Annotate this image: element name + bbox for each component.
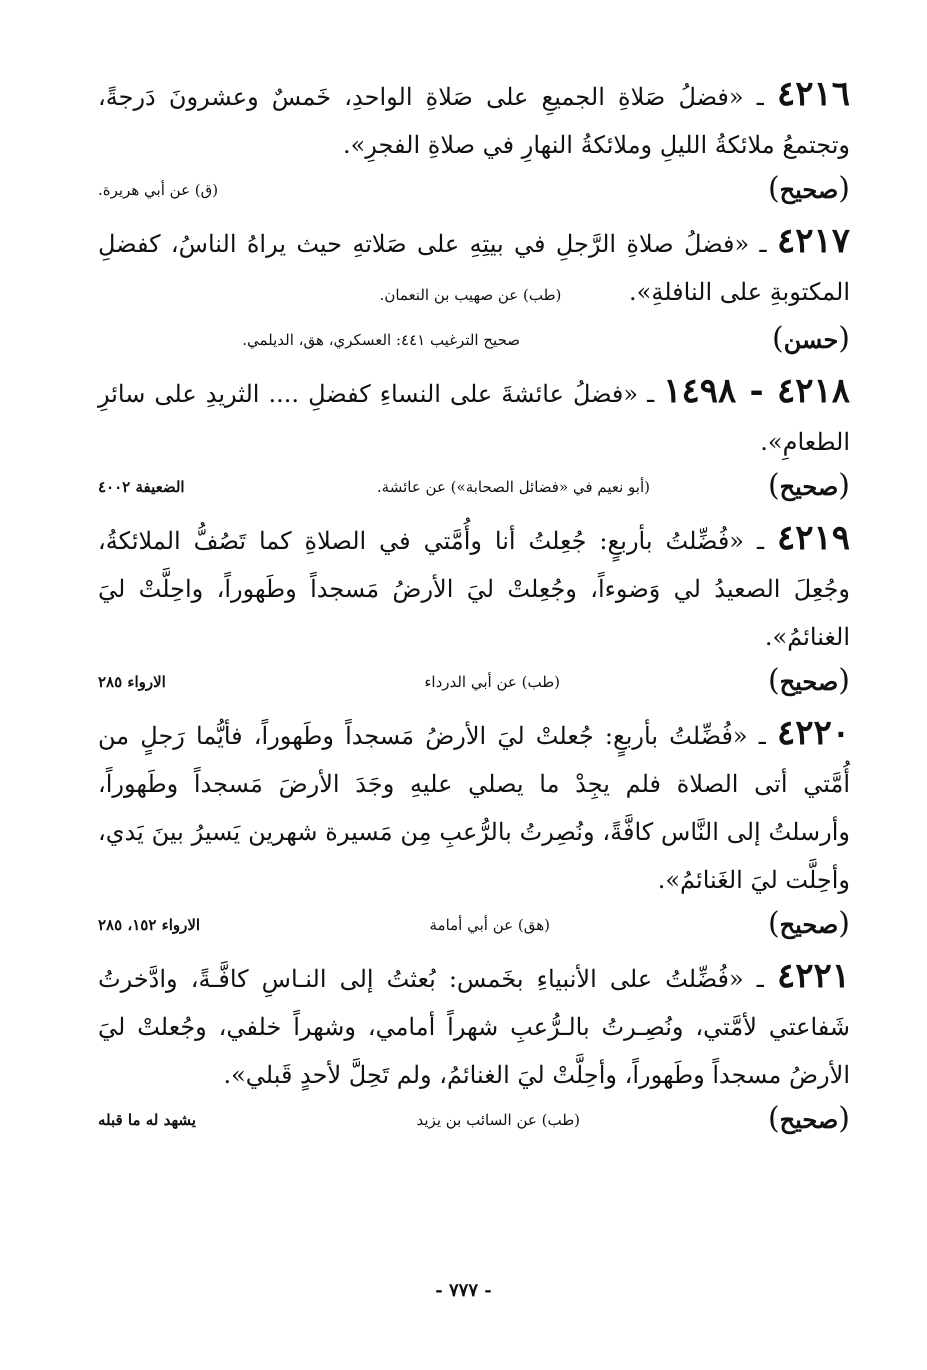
hadith-entry (98, 952, 850, 1147)
hadith-meta (98, 904, 850, 952)
page-body (98, 70, 850, 1147)
hadith-number: ٤٢١٧ (776, 221, 850, 261)
hadith-entry (98, 514, 850, 709)
hadith-text: «فضلُ صلاةِ الرَّجلِ في بيتِهِ على صَلاتهِ حيث يراهُ الناسُ، كفضلِ المكتوبةِ على النافلةِ». (98, 230, 850, 306)
source-citation: (طب) عن السائب بن يزيد (416, 1111, 580, 1129)
hadith-dash: ـ (747, 722, 766, 750)
hadith-entry (98, 217, 850, 367)
page-number: - ٧٧٧ - (435, 1280, 492, 1301)
grade-badge: (صحيح) (767, 1101, 850, 1136)
reference-note: الارواء ٢٨٥ (98, 673, 166, 691)
grade-label: صحيح (779, 667, 839, 696)
hadith-entry (98, 709, 850, 952)
reference-note: يشهد له ما قبله (98, 1111, 196, 1129)
source-citation: (طب) عن صهيب بن النعمان. (379, 286, 562, 304)
grade-label: صحيح (779, 1105, 839, 1134)
reference-note: الارواء ١٥٢، ٢٨٥ (98, 916, 201, 934)
hadith-number: ٤٢١٦ (776, 74, 850, 114)
hadith-number: ٤٢١٩ (776, 518, 850, 558)
hadith-text: «فُضِّلتُ بأربعٍ: جُعِلتُ أنا وأُمَّتي في الصلاةِ كما تَصُفُّ الملائكةُ، وجُعِلَ الصعيدُ لي وَضوءاً، وجُعِلتْ ليَ الأرضُ مَسجداً وطَهوراً، واحِلَّتْ ليَ الغنائمُ». (98, 527, 850, 651)
hadith-number: ٤٢١٨ - ١٤٩٨ (663, 371, 850, 411)
hadith-text-block (98, 367, 850, 466)
grade-badge: (صحيح) (767, 468, 850, 503)
hadith-text-block (98, 514, 850, 661)
grade-label: صحيح (779, 175, 839, 204)
hadith-entry (98, 70, 850, 217)
reference-note: صحيح الترغيب ٤٤١: العسكري، هق، الديلمي. (242, 331, 520, 349)
hadith-dash: ـ (743, 527, 764, 555)
source-citation: (طب) عن أبي الدرداء (424, 673, 560, 691)
grade-badge: (صحيح) (767, 906, 850, 941)
hadith-meta (98, 319, 850, 367)
hadith-dash: ـ (749, 230, 767, 258)
hadith-meta (98, 661, 850, 709)
grade-label: حسن (783, 325, 839, 354)
grade-badge: (حسن) (772, 321, 850, 356)
grade-label: صحيح (779, 472, 839, 501)
hadith-text: «فُضِّلتُ على الأنبياءِ بخَمس: بُعثتُ إلى النـاسِ كافَّـةً، وادَّخرتُ شَفاعتي لأمَّتي، ونُصِـرتُ بالـرُّعبِ شهراً أمامي، وشهراً خلفي، وجُعلتْ ليَ الأرضُ مسجداً وطَهوراً، وأحِلَّتْ ليَ الغنائمُ، ولم تَحِلَّ لأحدٍ قَبلي». (98, 965, 851, 1089)
hadith-number: ٤٢٢٠ (776, 713, 850, 753)
hadith-dash: ـ (638, 380, 655, 408)
source-citation: (أبو نعيم في «فضائل الصحابة») عن عائشة. (376, 478, 650, 496)
hadith-meta (98, 1099, 850, 1147)
grade-label: صحيح (779, 910, 839, 939)
source-citation: (هق) عن أبي أمامة (429, 916, 550, 934)
hadith-meta (98, 169, 850, 217)
hadith-text-block (98, 70, 850, 169)
hadith-dash: ـ (743, 965, 764, 993)
reference-note: الضعيفة ٤٠٠٢ (98, 478, 185, 496)
hadith-text: «فضلُ عائشةَ على النساءِ كفضلِ .... الثريدِ على سائرِ الطعامِ». (98, 380, 850, 456)
source-citation: (ق) عن أبي هريرة. (98, 181, 219, 199)
grade-badge: (صحيح) (767, 171, 850, 206)
hadith-text: «فضلُ صَلاةِ الجميعِ على صَلاةِ الواحدِ، خَمسٌ وعشرونَ دَرجةً، وتجتمعُ ملائكةُ الليلِ وملائكةُ النهارِ في صلاةِ الفجرِ». (98, 83, 850, 159)
grade-badge: (صحيح) (767, 663, 850, 698)
hadith-dash: ـ (743, 83, 764, 111)
hadith-meta (98, 466, 850, 514)
hadith-number: ٤٢٢١ (776, 956, 850, 996)
hadith-text-block (98, 952, 850, 1099)
hadith-text-block (98, 217, 850, 319)
hadith-text: «فُضِّلتُ بأربعٍ: جُعلتْ ليَ الأرضُ مَسجداً وطَهوراً، فأيُّما رَجلٍ من أُمَّتي أتى الصلاة فلم يجِدْ ما يصلي عليهِ وجَدَ الأرضَ مَسجداً وطَهوراً، وأرسلتُ إلى النَّاس كافَّةً، ونُصِرتُ بالرُّعبِ مِن مَسيرة شهرين يَسيرُ بينَ يَدي، وأحِلَّت ليَ الغَنائمُ». (98, 722, 850, 894)
hadith-entry (98, 367, 850, 514)
hadith-text-block (98, 709, 850, 904)
